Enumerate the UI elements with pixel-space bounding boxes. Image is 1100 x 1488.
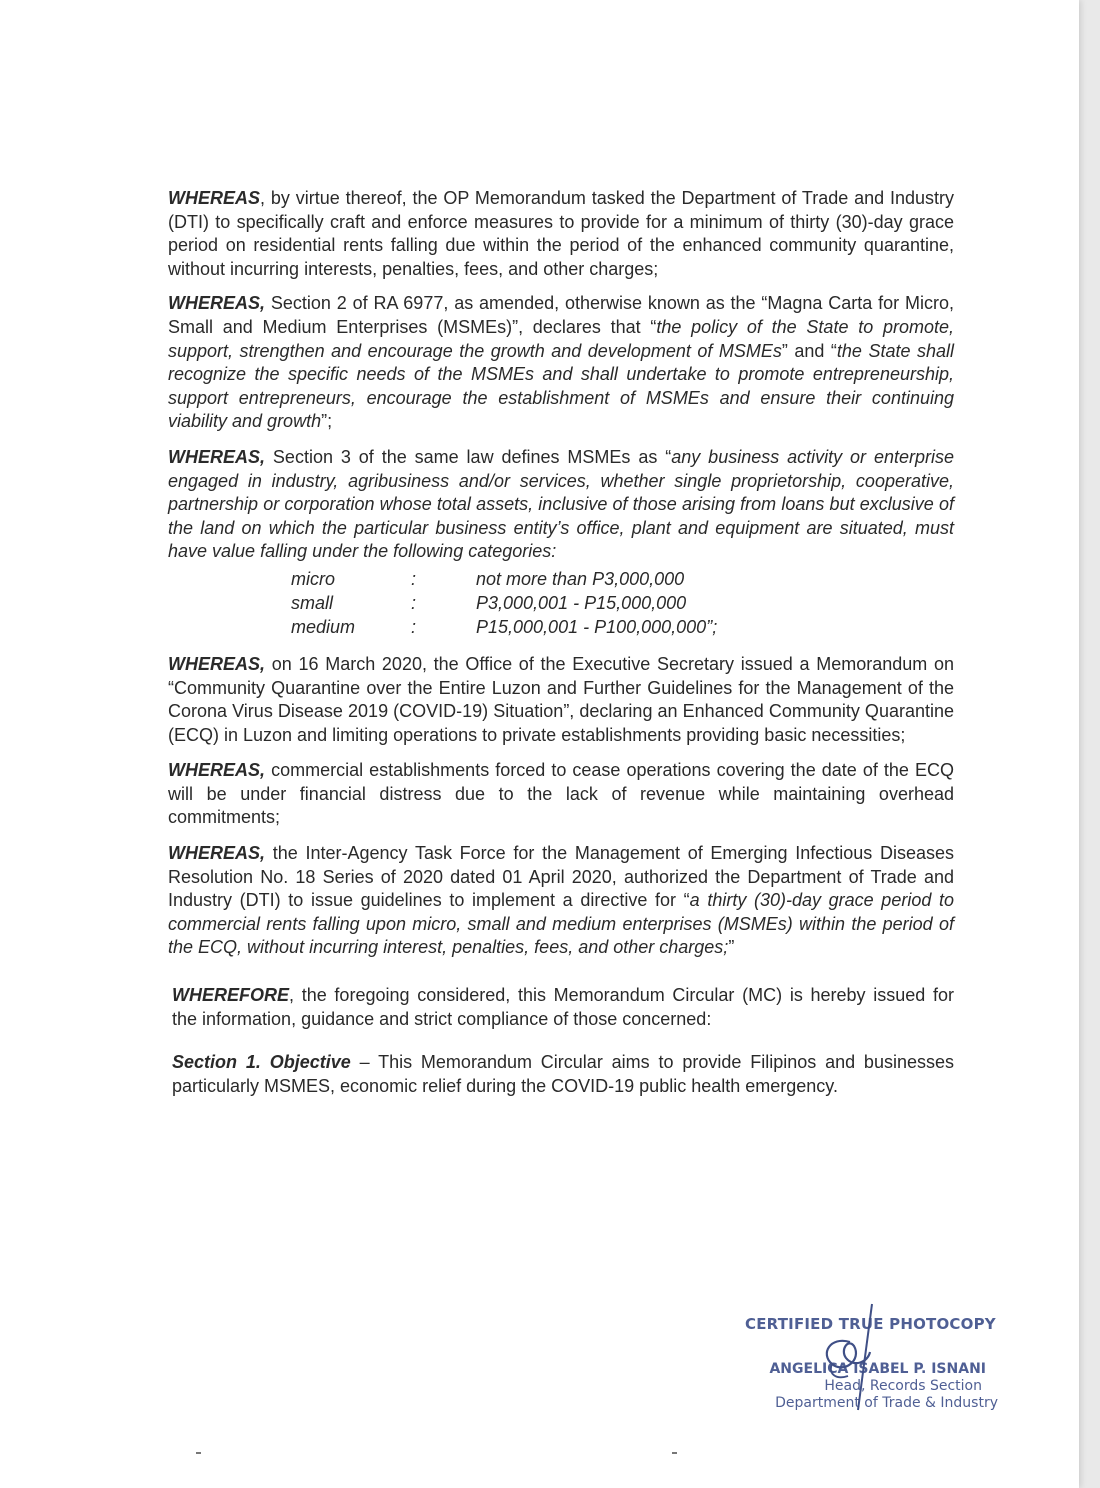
quoted-policy-text: the State shall recognize the specific needs of the MSMEs and shall undertake to promote entrepreneurship, support entrepreneurs, encourage the establishment of MSMEs and ensure their continuing viability and growth [168,340,954,432]
handwritten-signature [810,1302,890,1412]
paragraph-text: on 16 March 2020, the Office of the Executive Secretary issued a Memorandum on “Community Quarantine over the Entire Luzon and Further Guidelines for the Management of the Corona Virus Disease 2019 (COVID-19) Situation”, declaring an Enhanced Community Quarantine (ECQ) in Luzon and limiting operations to private establishments providing basic necessities; [168,653,954,745]
paragraph-text: ” and “ [781,340,837,361]
wherefore-paragraph [168,984,954,1031]
category-row [291,616,717,640]
section-1-objective [168,1051,954,1098]
paragraph-lead: WHEREAS, [168,446,266,467]
category-label: small [291,592,334,613]
whereas-paragraph-2 [168,292,954,434]
msme-categories-table [291,568,717,640]
paragraph-text: ” [728,937,735,958]
stamp-signatory-role: Head, Records Section [824,1378,982,1394]
paragraph-text: the Inter-Agency Task Force for the Management of Emerging Infectious Diseases Resolution No. 18 Series of 2020 dated 01 April 2020, authorized the Department of Trade and Industry (DTI) to issue guidelines to implement a directive for “ [168,843,954,911]
paragraph-lead: WHEREAS, [168,293,266,314]
category-separator: : [411,568,417,589]
whereas-paragraph-1 [168,187,954,281]
msme-definition-text: any business activity or enterprise engaged in industry, agribusiness and/or services, whether single proprietorship, cooperative, partnership or corporation whose total assets, inclusive of those arising from loans but exclusive of the land on which the particular business entity’s office, plant and equipment are situated, must have value falling under the following categories: [168,446,954,562]
stamp-certified-text: CERTIFIED TRUE PHOTOCOPY [745,1315,996,1333]
document-body [168,187,954,1110]
category-label: micro [291,568,335,589]
paragraph-lead: WHEREAS, [168,843,266,864]
quoted-policy-text: the policy of the State to promote, support, strengthen and encourage the growth and development of MSMEs [168,316,954,361]
category-value: P3,000,001 - P15,000,000 [476,592,687,613]
paragraph-lead: WHEREFORE [172,985,289,1006]
category-label: medium [291,616,356,637]
category-value: not more than P3,000,000 [476,568,685,589]
whereas-paragraph-3 [168,446,954,564]
category-separator: : [411,592,417,613]
paragraph-text: Section 2 of RA 6977, as amended, otherwise known as the “Magna Carta for Micro, Small and Medium Enterprises (MSMEs)”, declares that “ [168,293,954,337]
category-row [291,592,717,616]
paragraph-text: , by virtue thereof, the OP Memorandum tasked the Department of Trade and Industry (DTI) to specifically craft and enforce measures to provide for a minimum of thirty (30)-day grace period on residential rents falling due within the period of the enhanced community quarantine, without incurring interests, penalties, fees, and other charges; [168,188,954,279]
paragraph-text: , the foregoing considered, this Memorandum Circular (MC) is hereby issued for the information, guidance and strict compliance of those concerned: [172,985,954,1029]
whereas-paragraph-4 [168,653,954,747]
paragraph-lead: WHEREAS [168,188,261,208]
category-value: P15,000,001 - P100,000,000”; [476,616,718,637]
paragraph-text: commercial establishments forced to cease operations covering the date of the ECQ will be under financial distress due to the lack of revenue while maintaining overhead commitments; [168,760,954,828]
whereas-paragraph-6 [168,842,954,960]
stamp-signatory-name: ANGELICA ISABEL P. ISNANI [769,1361,986,1377]
paragraph-text: – This Memorandum Circular aims to provide Filipinos and businesses particularly MSMES, economic relief during the COVID-19 public health emergency. [172,1052,954,1096]
category-separator: : [411,616,417,637]
whereas-paragraph-5 [168,759,954,830]
paragraph-lead: WHEREAS, [168,653,266,674]
directive-quote: a thirty (30)-day grace period to commercial rents falling upon micro, small and medium enterprises (MSMEs) within the period of the ECQ, without incurring interest, penalties, fees, and other charges; [168,890,955,958]
paragraph-lead: WHEREAS, [168,760,266,781]
paragraph-text: Section 3 of the same law defines MSMEs as “ [265,446,672,467]
stamp-department: Department of Trade & Industry [775,1395,998,1411]
paragraph-text: ”; [321,411,333,432]
category-row [291,568,717,592]
scan-mark [196,1452,201,1454]
section-heading: Section 1. Objective [172,1052,351,1073]
scan-mark [672,1452,677,1454]
